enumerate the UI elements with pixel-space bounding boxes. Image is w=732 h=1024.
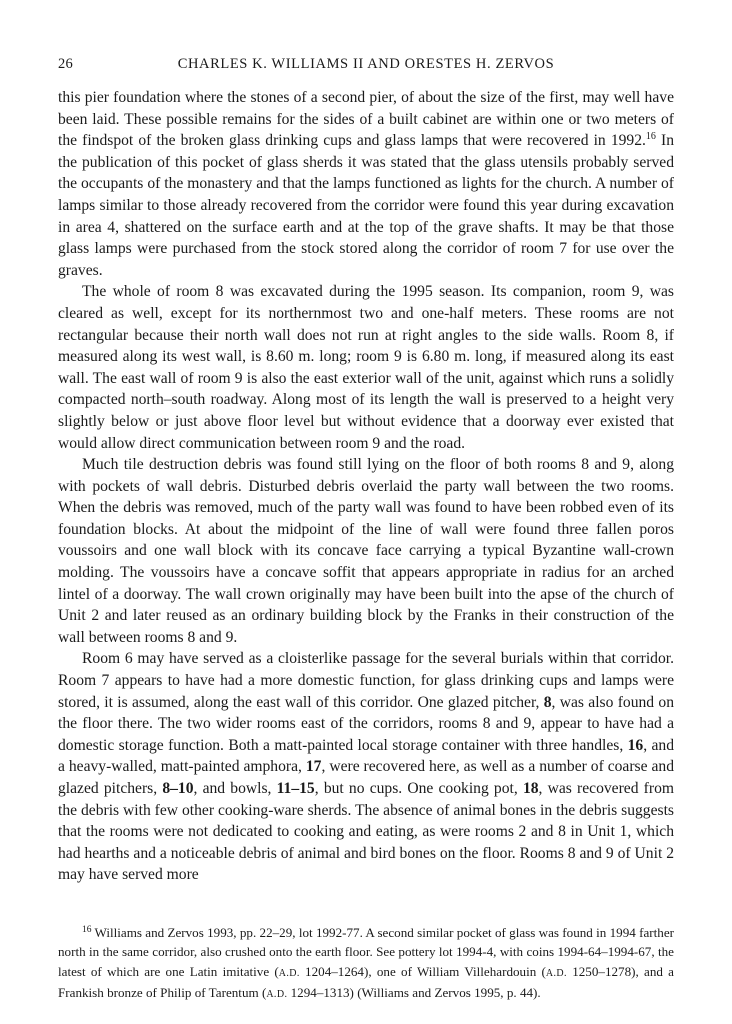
page-number: 26	[58, 56, 74, 72]
catalogue-number: 17	[305, 758, 322, 776]
paragraph-3: Much tile destruction debris was found still lying on the floor of both rooms 8 and 9, along with pockets of wall debris. Disturbed debris overlaid the party wall between the two rooms. When the debris was removed, much of the party wall was found to have been robbed even of its foundation blocks. At about the midpoint of the line of wall were found three fallen poros voussoirs and one wall block with its concave face carrying a typical Byzantine wall-crown molding. The voussoirs have a concave soffit that appears appropriate in radius for an arched lintel of a doorway. The wall crown originally may have been built into the apse of the church of Unit 2 and later reused as an ordinary building block by the Franks in their construction of the wall between rooms 8 and 9.	[58, 456, 674, 646]
footnote-text: 1204–1264), one of William Villehardouin (	[299, 963, 546, 979]
footnote-number: 16	[82, 924, 92, 935]
footnote-text: 1250–1278), and a Frankish bronze of Philip of Tarentum (	[58, 963, 674, 1001]
footnote-reference[interactable]: 16	[645, 131, 656, 142]
paragraph-4-text: , was recovered from the debris with few other cooking-ware sherds. The absence of animal bones in the debris suggests that the rooms were not dedicated to cooking and eating, as were rooms 2 and 8 in Unit 1, which had hearths and a noticeable debris of animal and bird bones on the floor. Rooms 8 and 9 of Unit 2 may have served more	[58, 780, 674, 884]
paragraph-4	[58, 648, 674, 886]
running-title: CHARLES K. WILLIAMS II AND ORESTES H. ZERVOS	[177, 56, 555, 72]
paragraph-2: The whole of room 8 was excavated during the 1995 season. Its companion, room 9, was cleared as well, except for its northernmost two and one-half meters. These rooms are not rectangular because their north wall does not run at right angles to the side walls. Room 8, if measured along its west wall, is 8.60 m. long; room 9 is 6.80 m. long, if measured along its east wall. The east wall of room 9 is also the east exterior wall of the unit, against which runs a solidly compacted north–south roadway. Along most of its length the wall is preserved to a height very slightly below or just above floor level but without evidence that a doorway ever existed that would allow direct communication between room 9 and the road.	[58, 283, 674, 452]
running-head	[58, 56, 674, 78]
catalogue-number: 8–10	[162, 780, 194, 797]
paragraph-4-text: , were recovered here, as well as a number of coarse and glazed pitchers,	[58, 758, 674, 797]
paragraph-4-text: , was also found on the floor there. The two wider rooms east of the corridors, rooms 8 and 9, appear to have had a domestic storage function. Both a matt-painted local storage container with three handles,	[58, 693, 674, 754]
page	[58, 56, 674, 1005]
paragraph-1-continued: In the publication of this pocket of glass sherds it was stated that the glass utensils probably served the occupants of the monastery and that the lamps functioned as lights for the church. A number of lamps similar to those already recovered from the corridor were found this year during excavation in area 4, shattered on the surface earth and at the top of the grave shafts. It may be that those glass lamps were purchased from the stock stored along the corridor of room 7 for use over the graves.	[58, 132, 674, 279]
body-text	[58, 87, 674, 886]
era-abbreviation: A.D.	[266, 989, 288, 1001]
paragraph-4-text: , but no cups. One cooking pot,	[314, 780, 523, 797]
footnote-text: Williams and Zervos 1993, pp. 22–29, lot 1992-77. A second similar pocket of glass was found in 1994 farther north in the same corridor, also crushed onto the earth floor. See pottery lot 1994-4, with coins 1994-64–1994-67, the latest of which are one Latin imitative (	[58, 924, 674, 979]
catalogue-number: 16	[627, 736, 644, 754]
paragraph-4-text: Room 6 may have served as a cloisterlike passage for the several burials within that corridor. Room 7 appears to have had a more domestic function, for glass drinking cups and lamps were stored, it is assumed, along the east wall of this corridor. One glazed pitcher,	[58, 650, 674, 711]
footnote-text: 1294–1313) (Williams and Zervos 1995, p. 44).	[287, 985, 541, 1001]
paragraph-4-text: , and bowls,	[193, 780, 277, 797]
paragraph-1-text: this pier foundation where the stones of a second pier, of about the size of the first, may well have been laid. These possible remains for the sides of a built cabinet are within one or two meters of the findspot of the broken glass drinking cups and glass lamps that were recovered in 1992.	[58, 89, 674, 150]
paragraph-4-text: , and a heavy-walled, matt-painted amphora,	[58, 736, 674, 776]
paragraph-1	[58, 87, 674, 281]
era-abbreviation: A.D.	[545, 967, 567, 979]
footnotes	[58, 923, 674, 1005]
catalogue-number: 18	[522, 780, 539, 797]
catalogue-number: 11–15	[276, 780, 315, 797]
catalogue-number: 8	[543, 693, 552, 711]
footnote-16	[58, 923, 674, 1005]
era-abbreviation: A.D.	[278, 967, 300, 979]
